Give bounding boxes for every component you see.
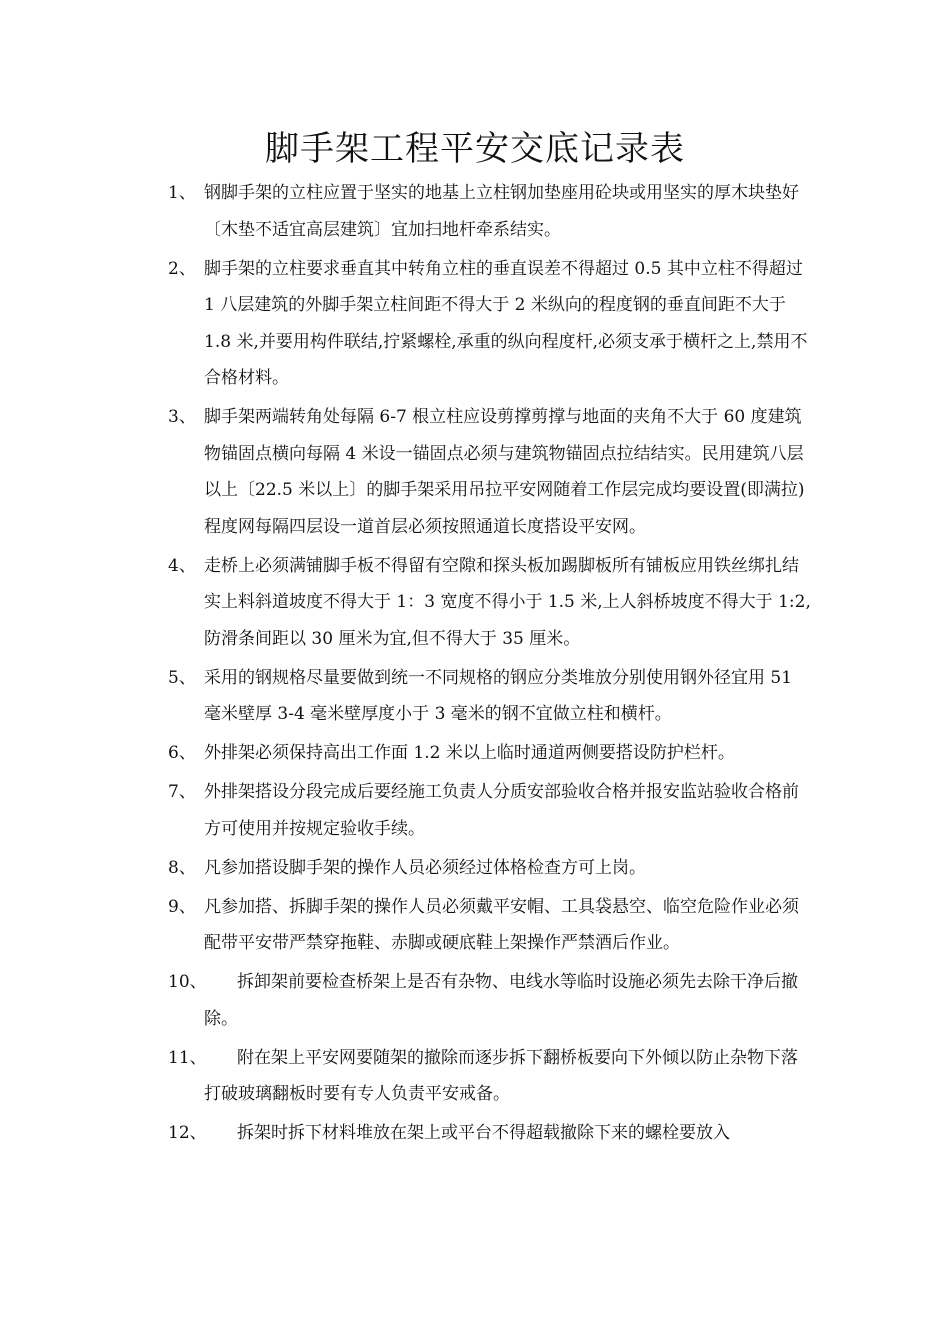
item-number: 6、	[168, 743, 196, 763]
list-item	[0, 889, 950, 962]
item-number: 5、	[168, 667, 196, 688]
item-text: 脚手架的立柱要求垂直其中转角立柱的垂直误差不得超过 0.5 其中立柱不得超过 1 八层建筑的外脚手架立柱间距不得大于 2 米纵向的程度钢的垂直间距不大于 1.8 米,并要用构件联结,拧紧螺栓,承重的纵向程度杆,必须支承于横杆之上,禁用不合格材料。	[204, 258, 808, 388]
list-item	[0, 774, 950, 847]
item-text: 凡参加搭设脚手架的操作人员必须经过体格检查方可上岗。	[204, 857, 646, 878]
list-item	[0, 1040, 950, 1113]
item-text: 脚手架两端转角处每隔 6-7 根立柱应设剪撑剪撑与地面的夹角不大于 60 度建筑物锚固点横向每隔 4 米设一锚固点必须与建筑物锚固点拉结结实。民用建筑八层以上〔22.5 米以上〕的脚手架采用吊拉平安网随着工作层完成均要设置(即满拉)程度网每隔四层设一道首层必须按照通道长度搭设平安网。	[204, 407, 805, 537]
item-text: 走桥上必须满铺脚手板不得留有空隙和探头板加踢脚板所有铺板应用铁丝绑扎结实上料斜道坡度不得大于 1：3 宽度不得小于 1.5 米,上人斜桥坡度不得大于 1:2,防滑条间距以 30 厘米为宜,但不得大于 35 厘米。	[204, 555, 811, 649]
list-item	[0, 964, 950, 1037]
item-number: 1、	[168, 183, 196, 203]
list-item	[0, 399, 950, 545]
item-text: 外排架搭设分段完成后要经施工负责人分质安部验收合格并报安监站验收合格前方可使用并按规定验收手续。	[204, 782, 799, 839]
item-number: 8、	[168, 857, 196, 878]
item-text: 采用的钢规格尽量要做到统一不同规格的钢应分类堆放分别使用钢外径宜用 51 毫米壁厚 3-4 毫米壁厚度小于 3 毫米的钢不宜做立柱和横杆。	[204, 667, 793, 724]
item-text: 钢脚手架的立柱应置于坚实的地基上立柱钢加垫座用砼块或用坚实的厚木块垫好〔木垫不适宜高层建筑〕宜加扫地杆牵系结实。	[204, 183, 799, 240]
list-item	[0, 850, 950, 887]
item-number: 3、	[168, 407, 196, 427]
item-number: 11、	[168, 1047, 207, 1068]
list-item	[0, 548, 950, 658]
item-number: 2、	[168, 258, 196, 279]
list-item	[0, 1115, 950, 1152]
item-number: 9、	[168, 896, 196, 917]
list-item	[0, 735, 950, 772]
item-number: 4、	[168, 555, 196, 576]
item-number: 12、	[168, 1123, 207, 1143]
item-text: 附在架上平安网要随架的撤除而逐步拆下翻桥板要向下外倾以防止杂物下落打破玻璃翻板时要有专人负责平安戒备。	[204, 1047, 798, 1104]
list-item	[0, 175, 950, 248]
item-text: 凡参加搭、拆脚手架的操作人员必须戴平安帽、工具袋悬空、临空危险作业必须配带平安带严禁穿拖鞋、赤脚或硬底鞋上架操作严禁酒后作业。	[204, 896, 799, 953]
item-number: 10、	[168, 972, 207, 992]
list-item	[0, 251, 950, 397]
safety-instructions-list	[0, 175, 950, 1154]
document-title: 脚手架工程平安交底记录表	[265, 129, 685, 169]
item-text: 拆架时拆下材料堆放在架上或平台不得超载撤除下来的螺栓要放入	[237, 1123, 730, 1143]
item-number: 7、	[168, 782, 196, 802]
item-text: 外排架必须保持高出工作面 1.2 米以上临时通道两侧要搭设防护栏杆。	[204, 743, 735, 763]
list-item	[0, 660, 950, 733]
item-text: 拆卸架前要检查桥架上是否有杂物、电线水等临时设施必须先去除干净后撤除。	[204, 972, 798, 1029]
